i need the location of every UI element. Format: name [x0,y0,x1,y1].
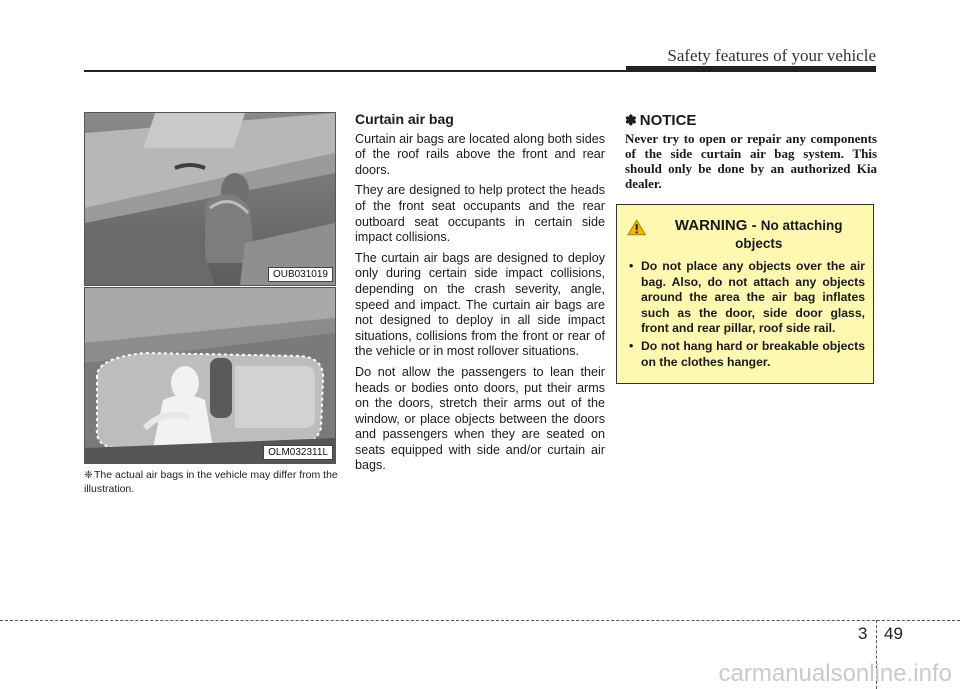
curtain-airbag-illustration [84,287,336,464]
section-heading: Curtain air bag [355,111,454,127]
figure-caption [84,468,340,496]
warning-item [627,339,865,370]
header-tab [626,66,876,72]
caption-mark: ❈ [84,469,93,481]
bullet: • [629,259,634,273]
warning-title: WARNING - [674,217,761,234]
section-title: Safety features of your vehicle [667,46,876,65]
footer-rule [0,620,960,621]
notice-label: NOTICE [639,112,697,129]
paragraph: Curtain air bags are located along both sides of the roof rails above the front and rear doors. [355,131,605,177]
warning-header [627,217,865,253]
bullet: • [629,338,634,353]
warning-box [616,204,874,384]
figure-code: OUB031019 [268,267,333,282]
page-number: 49 [884,624,903,643]
roof-rail-drawing [85,113,335,285]
watermark: carmanualsonline.info [718,660,952,687]
notice-body: Never try to open or repair any components of the side curtain air bag system. This should only be done by an authorized Kia dealer. [625,131,877,191]
roof-rail-illustration [84,112,336,286]
warning-subtitle: No attaching objects [735,218,843,251]
warning-item-text: Do not hang hard or breakable objects on the clothes hanger. [641,338,865,369]
warning-item [627,259,865,337]
warning-item-text: Do not place any objects over the air bag. Also, do not attach any objects around the area the air bag inflates such as the door, side door glass, front and rear pillar, roof side rail. [641,259,865,336]
notice-section [625,112,877,191]
curtain-airbag-section [355,112,605,479]
caption-text: The actual air bags in the vehicle may differ from the illustration. [84,469,338,495]
notice-title [625,112,877,129]
warning-triangle-icon [627,219,646,236]
paragraph: They are designed to help protect the heads of the front seat occupants and the rear outboard seat occupants in certain side impact collisions. [355,183,605,245]
figure-code: OLM032311L [263,445,333,460]
chapter-number: 3 [858,624,868,643]
warning-list [627,259,865,370]
curtain-airbag-drawing [85,288,335,463]
notice-star-icon: ✽ [625,112,637,128]
paragraph: Do not allow the passengers to lean their heads or bodies onto doors, put their arms on the doors, stretch their arms out of the window, or place objects between the doors and passengers when they are seated on seats equipped with side and/or curtain air bags. [355,364,605,473]
paragraph: The curtain air bags are designed to deploy only during certain side impact collisions, depending on the crash severity, angle, speed and impact. The curtain air bags are not designed to deploy in all side impact situations, collisions from the front or rear of the vehicle or in most rollover situations. [355,250,605,359]
